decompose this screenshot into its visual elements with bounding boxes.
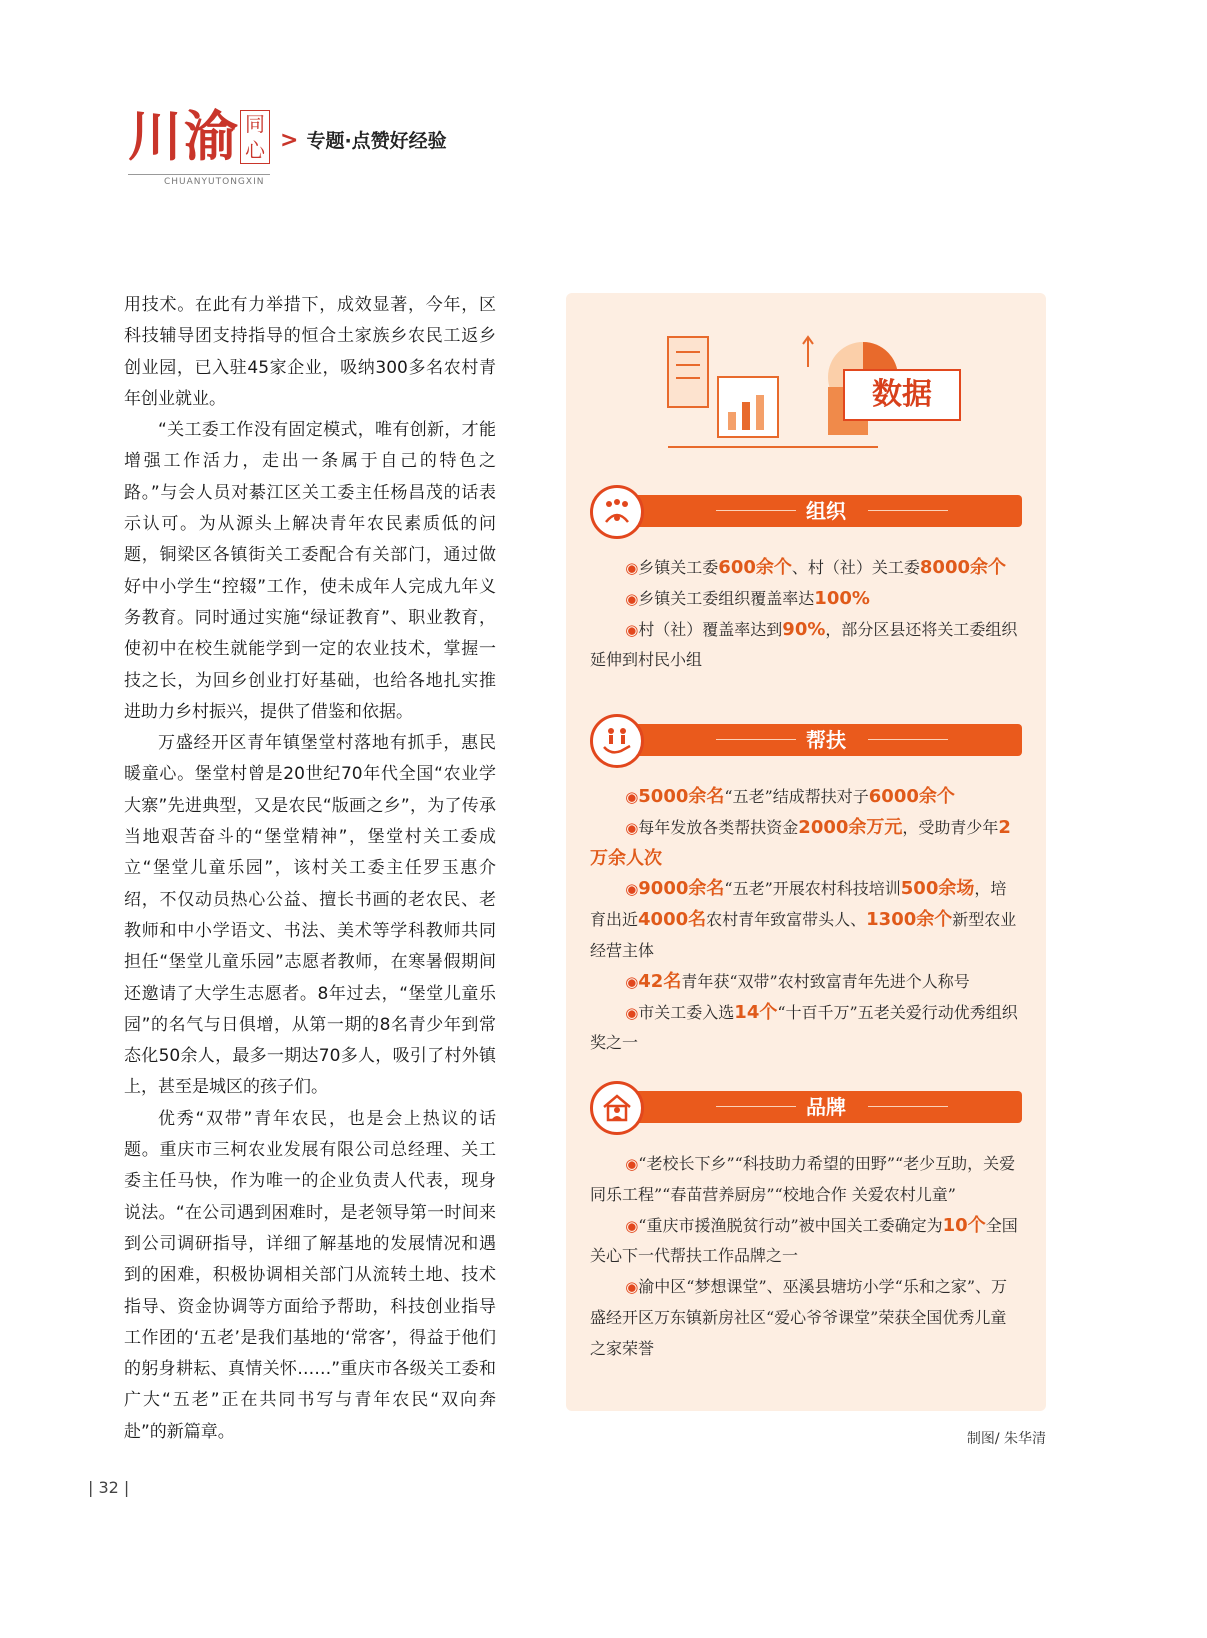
- highlight-figure: 8000余个: [919, 557, 1006, 578]
- data-item: [590, 998, 1022, 1060]
- data-item: [590, 813, 1022, 875]
- bullet-icon: ◉: [625, 1216, 639, 1235]
- item-text: “十百千万”五老关爱行动优秀组织奖之一: [590, 1002, 1018, 1053]
- data-item: [590, 1211, 1022, 1273]
- highlight-figure: 4000名: [638, 909, 707, 931]
- category-label: 帮扶: [806, 728, 846, 752]
- data-item: [590, 1272, 1022, 1364]
- item-text: “五老”开展农村科技培训: [724, 879, 901, 899]
- category-header: [590, 485, 1022, 549]
- chevron-right-icon: >: [280, 128, 299, 153]
- article-paragraph: 优秀“双带”青年农民，也是会上热议的话题。重庆市三柯农业发展有限公司总经理、关工委主任马快，作为唯一的企业负责人代表，现身说法。“在公司遇到困难时，是老领导第一时间来到公司调研指导，详细了解基地的发展情况和遇到的困难，积极协调相关部门从流转土地、技术指导、资金协调等方面给予帮助，科技创业指导工作团的‘五老’是我们基地的‘常客’，得益于他们的躬身耕耘、真情关怀……”重庆市各级关工委和广大“五老”正在共同书写与青年农民“双向奔赴”的新篇章。: [124, 1108, 496, 1442]
- item-text: 新型农业经营主体: [590, 910, 1017, 960]
- category-items: [590, 1149, 1022, 1365]
- brand-pinyin: CHUANYUTONGXIN: [164, 177, 265, 187]
- highlight-figure: 1300余个: [866, 909, 953, 931]
- article-paragraph: 用技术。在此有力举措下，成效显著，今年，区科技辅导团支持指导的恒合土家族乡农民工返乡创业园，已入驻45家企业，吸纳300多名农村青年创业就业。: [124, 295, 496, 409]
- highlight-figure: 6000余个: [868, 786, 955, 807]
- house-heart-icon: [590, 1081, 644, 1135]
- highlight-figure: 500余场: [900, 878, 975, 900]
- article-body: [124, 290, 496, 1448]
- category-header: [590, 714, 1022, 778]
- brand-box: 同心: [240, 110, 270, 164]
- item-text: 乡镇关工委组织覆盖率达: [638, 588, 815, 608]
- item-text: 、村（社）关工委: [791, 558, 920, 577]
- highlight-figure: 2万余人次: [590, 816, 1011, 869]
- masthead: [128, 104, 468, 190]
- divider: [128, 174, 270, 175]
- category-organization: [590, 485, 1022, 676]
- people-network-icon: [590, 485, 644, 539]
- item-text: 渝中区“梦想课堂”、巫溪县塘坊小学“乐和之家”、万盛经开区万东镇新房社区“爱心爷爷课堂”荣获全国优秀儿童之家荣誉: [590, 1277, 1008, 1358]
- panel-title: 数据: [843, 369, 961, 421]
- item-text: “五老”结成帮扶对子: [724, 787, 869, 806]
- item-text: 农村青年致富带头人、: [706, 910, 867, 930]
- article-paragraph: “关工委工作没有固定模式，唯有创新，才能增强工作活力，走出一条属于自己的特色之路。”与会人员对綦江区关工委主任杨昌茂的话表示认可。为从源头上解决青年农民素质低的问题，铜梁区各镇街关工委配合有关部门，通过做好中小学生“控辍”工作，使未成年人完成九年义务教育。同时通过实施“绿证教育”、职业教育，使初中在校生就能学到一定的农业技术，掌握一技之长，为回乡创业打好基础，也给各地扎实推进助力乡村振兴，提供了借鉴和依据。: [124, 420, 496, 722]
- highlight-figure: 9000余名: [638, 878, 725, 900]
- data-item: [590, 615, 1022, 677]
- item-text: 市关工委入选: [638, 1002, 735, 1022]
- brand-logo: 川渝: [128, 104, 240, 168]
- category-assistance: [590, 714, 1022, 1059]
- item-text: 全国关心下一代帮扶工作品牌之一: [590, 1215, 1018, 1266]
- helping-hand-icon: [590, 714, 644, 768]
- item-text: 乡镇关工委: [638, 558, 719, 577]
- bullet-icon: ◉: [625, 559, 639, 577]
- item-text: ，受助青少年: [902, 817, 999, 837]
- category-brand: [590, 1081, 1022, 1365]
- item-text: “老校长下乡”“科技助力希望的田野”“老少互助，关爱同乐工程”“春苗营养厨房”“校地合作 关爱农村儿童”: [590, 1154, 1016, 1204]
- category-bar: [630, 724, 1022, 756]
- data-item: [590, 967, 1022, 998]
- highlight-figure: 14个: [734, 1001, 778, 1023]
- data-item: [590, 874, 1022, 966]
- data-item: [590, 1149, 1022, 1211]
- bullet-icon: ◉: [625, 1003, 639, 1022]
- bullet-icon: ◉: [625, 788, 639, 806]
- item-text: “重庆市援渔脱贫行动”被中国关工委确定为: [638, 1215, 943, 1235]
- page-number: | 32 |: [88, 1478, 130, 1497]
- highlight-figure: 600余个: [718, 557, 792, 578]
- category-items: [590, 553, 1022, 676]
- section-title-text: 专题·点赞好经验: [306, 130, 447, 152]
- highlight-figure: 10个: [942, 1214, 986, 1236]
- highlight-figure: 2000余万元: [798, 816, 903, 838]
- bullet-icon: ◉: [625, 1155, 639, 1173]
- bullet-icon: ◉: [625, 1278, 639, 1297]
- data-item: [590, 584, 1022, 615]
- item-text: ，培育出近: [590, 879, 1007, 930]
- data-item: [590, 553, 1022, 584]
- article-paragraph: 万盛经开区青年镇堡堂村落地有抓手，惠民暖童心。堡堂村曾是20世纪70年代全国“农业学大寨”先进典型，又是农民“版画之乡”，为了传承当地艰苦奋斗的“堡堂精神”，堡堂村关工委成立“堡堂儿童乐园”，该村关工委主任罗玉惠介绍，不仅动员热心公益、擅长书画的老农民、老教师和中小学语文、书法、美术等学科教师共同担任“堡堂儿童乐园”志愿者教师，在寒暑假期间还邀请了大学生志愿者。8年过去，“堡堂儿童乐园”的名气与日俱增，从第一期的8名青少年到常态化50余人，最多一期达70多人，吸引了村外镇上，甚至是城区的孩子们。: [124, 733, 496, 1098]
- category-label: 品牌: [806, 1095, 846, 1119]
- credit-line: 制图/ 朱华清: [966, 1431, 1046, 1447]
- data-panel: [566, 293, 1046, 1411]
- item-text: ，部分区县还将关工委组织延伸到村民小组: [590, 619, 1018, 670]
- section-title: [280, 126, 447, 153]
- highlight-figure: 5000余名: [638, 786, 725, 807]
- item-text: 每年发放各类帮扶资金: [638, 817, 799, 837]
- item-text: 青年获“双带”农村致富青年先进个人称号: [681, 971, 970, 991]
- bullet-icon: ◉: [625, 620, 639, 639]
- category-bar: [630, 1091, 1022, 1123]
- highlight-figure: 100%: [814, 587, 870, 609]
- highlight-figure: 42名: [638, 970, 682, 992]
- bullet-icon: ◉: [625, 972, 639, 991]
- bullet-icon: ◉: [625, 880, 639, 899]
- item-text: 村（社）覆盖率达到: [638, 619, 783, 639]
- category-header: [590, 1081, 1022, 1145]
- category-label: 组织: [806, 499, 846, 523]
- category-bar: [630, 495, 1022, 527]
- bullet-icon: ◉: [625, 818, 639, 837]
- category-items: [590, 782, 1022, 1059]
- data-item: [590, 782, 1022, 813]
- bullet-icon: ◉: [625, 589, 639, 608]
- highlight-figure: 90%: [782, 618, 826, 640]
